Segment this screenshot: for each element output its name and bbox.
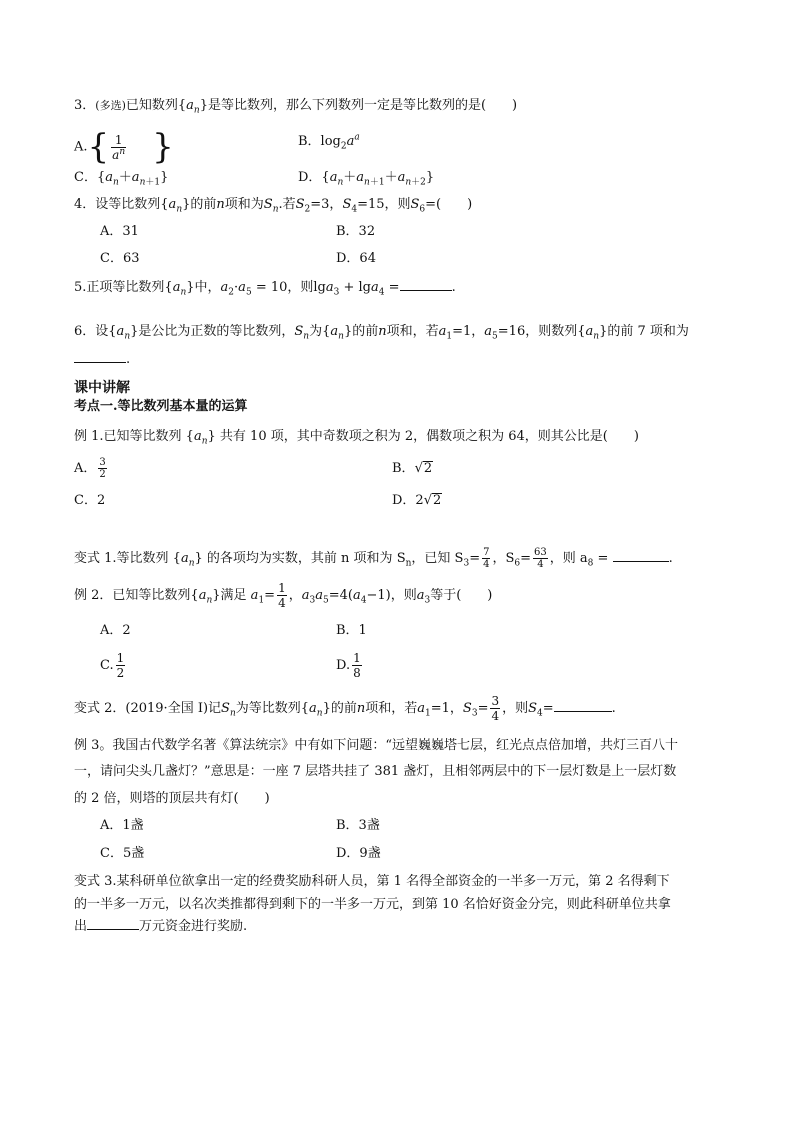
question-4-stem: 4．设等比数列$\{a_n\}$的前n项和为$S_n$.若$S_2=3$，$S_4=15$，则$S_6=$( ) (74, 197, 473, 215)
question-5-stem: 5.正项等比数列$\{a_n\}$中，$a_2\cdot a_5 = 10$，则lga$_3$ + lga$_4$ = . (74, 280, 456, 298)
question-4-option-c: C．63 (100, 251, 140, 266)
question-4-option-b: B．32 (336, 224, 376, 239)
var2-answer-blank[interactable] (554, 699, 612, 712)
example-3-option-c: C．5盏 (100, 846, 145, 861)
example-3-option-b: B．3盏 (336, 818, 380, 833)
example-1-option-b: B．√2 (392, 461, 433, 476)
question-4-option-d: D．64 (336, 251, 376, 266)
example-2-option-b: B．1 (336, 623, 367, 638)
question-3-stem: 3．(多选)已知数列$\{a_n\}$是等比数列，那么下列数列一定是等比数列的是( ) (74, 98, 518, 116)
q5-answer-blank[interactable] (400, 278, 452, 291)
example-2-option-d: D. $\frac{1}{8}$ (336, 651, 361, 680)
example-2-option-a: A．2 (100, 623, 131, 638)
example-3-option-d: D．9盏 (336, 846, 381, 861)
var1-answer-blank[interactable] (613, 549, 669, 562)
example-1-stem: 例 1.已知等比数列 $\{a_n\}$ 共有 10 项，其中奇数项之积为 2，偶数项之积为 64，则其公比是( ) (74, 429, 639, 447)
question-4-option-a: A．31 (100, 224, 139, 239)
var3-answer-blank[interactable] (87, 917, 139, 930)
question-3-option-b: B．$\log_2a^a$ (298, 132, 360, 152)
section-title: 课中讲解 (74, 380, 130, 396)
example-3-option-a: A．1盏 (100, 818, 144, 833)
variant-1-stem: 变式 1.等比数列 $\{a_n\}$ 的各项均为实数，其前 n 项和为 $S_n$，已知 $S_3=$ $\frac{7}{4}$ ，$S_6=$ $\frac{63}{4}$ ，则 $a_8$ = . (74, 547, 673, 570)
variant-2-stem: 变式 2．(2019·全国 Ⅰ)记$S_n$为等比数列$\{a_n\}$的前n项和，若$a_1=1$，$S_3=$ $\frac{3}{4}$ ，则$S_4=$ . (74, 694, 616, 723)
question-3-option-d: D．$\{a_n+a_{n+1}+a_{n+2}\}$ (298, 170, 435, 188)
question-6-stem: 6．设$\{a_n\}$是公比为正数的等比数列，$S_n$为$\{a_n\}$的前n项和，若$a_1=1$，$a_5=16$，则数列$\{a_n\}$的前 7 项和为 (74, 324, 689, 342)
example-3-line-2: 一，请问尖头几盏灯？”意思是：一座 7 层塔共挂了 381 盏灯，且相邻两层中的下一层灯数是上一层灯数 (74, 764, 677, 779)
example-3-line-3: 的 2 倍，则塔的顶层共有灯( ) (74, 791, 270, 806)
variant-3-line-1: 变式 3.某科研单位欲拿出一定的经费奖励科研人员，第 1 名得全部资金的一半多一万元，第 2 名得剩下 (74, 874, 670, 889)
variant-3-line-2: 的一半多一万元，以名次类推都得到剩下的一半多一万元，到第 10 名恰好资金分完，则此科研单位共拿 (74, 897, 671, 912)
q6-answer-blank[interactable] (74, 350, 126, 363)
question-3-option-a: A.{ $\frac{1}{a^n}$ } (74, 127, 174, 167)
section-point-1: 考点一.等比数列基本量的运算 (74, 399, 248, 414)
example-1-option-c: C．2 (74, 493, 106, 508)
example-3-line-1: 例 3。我国古代数学名著《算法统宗》中有如下问题：“远望巍巍塔七层，红光点点倍加增，共灯三百八十 (74, 738, 679, 753)
variant-3-line-3: 出 万元资金进行奖励. (74, 919, 248, 934)
example-2-option-c: C. $\frac{1}{2}$ (100, 651, 125, 680)
example-1-option-a: A． $\frac{3}{2}$ (74, 457, 106, 480)
example-2-stem: 例 2．已知等比数列$\{a_n\}$满足 $a_1=$ $\frac{1}{4}$ ，$a_3a_5=4(a_4-1)$，则$a_3$等于( ) (74, 581, 493, 610)
question-3-option-c: C．$\{a_n+a_{n+1}\}$ (74, 170, 169, 188)
example-1-option-d: D．2√2 (392, 493, 442, 508)
question-6-blank-line: . (74, 350, 130, 369)
